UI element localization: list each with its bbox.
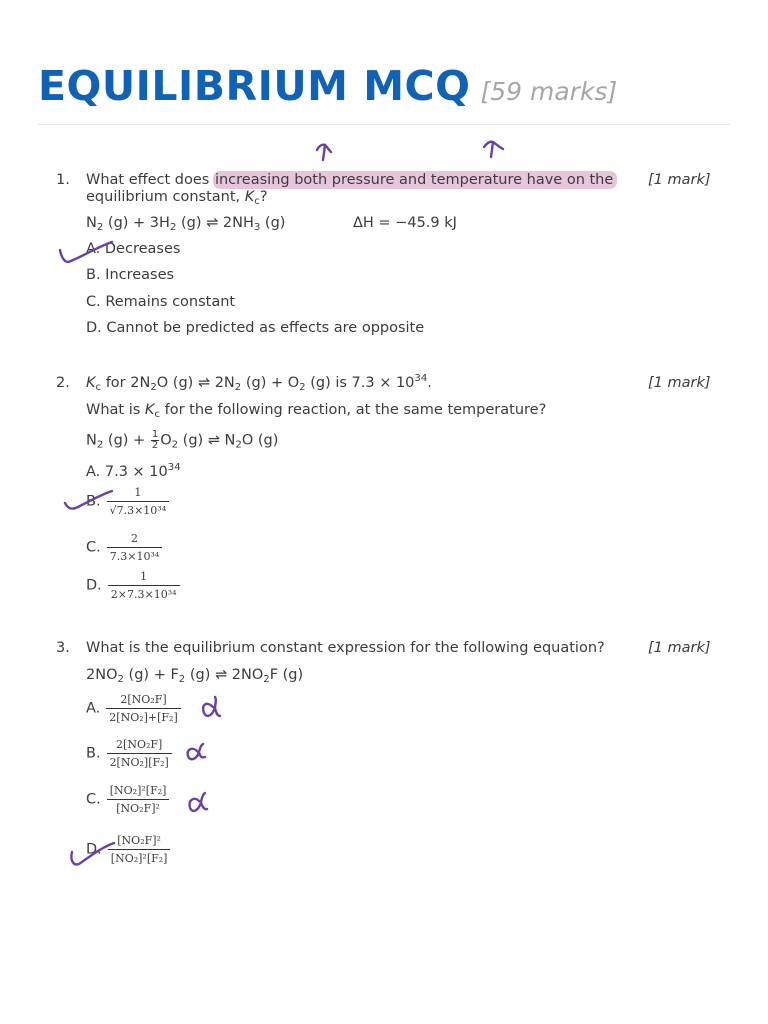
fraction <box>107 532 163 563</box>
option-b[interactable]: B. Increases <box>86 267 175 283</box>
option-c[interactable]: C. Remains constant <box>86 294 236 310</box>
numerator: 1 <box>107 486 170 502</box>
question-number: 3. <box>56 640 70 656</box>
question-text-line1 <box>86 374 432 392</box>
reaction-equation <box>86 666 303 684</box>
option-d[interactable] <box>86 834 170 865</box>
eq-text: (g) + F <box>123 667 179 683</box>
option-label: B. <box>86 493 101 510</box>
k-subscript: c <box>254 196 260 207</box>
option-label: C. <box>86 539 101 556</box>
option-label: C. <box>86 791 101 808</box>
question-marks: [1 mark] <box>648 375 711 391</box>
eq-text: O (g) <box>241 432 279 449</box>
question-mark: ? <box>259 189 268 205</box>
fraction <box>107 738 172 769</box>
eq-text: (g) + 3H <box>103 215 170 231</box>
fraction <box>108 834 171 865</box>
k-symbol: K <box>86 375 96 391</box>
text: What is <box>86 402 145 418</box>
header-divider <box>38 124 730 125</box>
option-c[interactable] <box>86 784 169 815</box>
denominator: [NO₂]²[F₂] <box>110 852 168 865</box>
eq-sub: 2 <box>171 439 179 451</box>
eq-sub: 2 <box>169 222 177 233</box>
denominator: 2 <box>151 440 159 451</box>
numerator: 1 <box>151 429 159 440</box>
numerator: [NO₂F]² <box>108 834 171 850</box>
denominator: √7.3×10³⁴ <box>109 504 167 517</box>
alpha-ink-icon <box>188 744 205 759</box>
eq-sub: 2 <box>235 439 242 451</box>
option-d[interactable]: D. Cannot be predicted as effects are opposite <box>86 320 425 336</box>
option-c[interactable] <box>86 532 162 563</box>
sup: 34 <box>167 462 181 473</box>
k-symbol: K <box>144 402 155 418</box>
eq-sub: 2 <box>96 222 104 233</box>
text: . <box>427 375 432 391</box>
page-title <box>38 62 617 110</box>
text: for the following reaction, at the same temperature? <box>160 402 547 418</box>
eq-text: 2NO <box>86 667 118 683</box>
question-text: What is the equilibrium constant expression for the following equation? <box>86 640 605 656</box>
option-label: A. <box>86 700 101 717</box>
question-text-line2 <box>86 401 546 419</box>
question-text-start: What effect does <box>86 172 210 188</box>
reaction-equation <box>86 214 285 232</box>
fraction <box>106 693 180 724</box>
text: O (g) ⇌ 2N <box>156 375 235 391</box>
text: (g) is 7.3 × 10 <box>305 375 415 391</box>
option-label: D. <box>86 577 102 594</box>
eq-sub: 2 <box>178 674 186 685</box>
eq-text: (g) ⇌ N <box>178 432 236 449</box>
question-marks: [1 mark] <box>648 640 711 656</box>
eq-sub: 2 <box>263 674 270 685</box>
enthalpy-change: ΔH = −45.9 kJ <box>353 215 457 231</box>
arrow-up-ink-icon <box>317 145 331 160</box>
option-b[interactable] <box>86 738 172 769</box>
denominator: 7.3×10³⁴ <box>109 550 160 563</box>
eq-text: N <box>86 215 97 231</box>
sub: 2 <box>234 382 242 393</box>
alpha-ink-icon <box>203 697 220 716</box>
eq-text: N <box>86 432 97 449</box>
sub: 2 <box>299 382 306 393</box>
eq-text: (g) ⇌ 2NH <box>176 215 254 231</box>
sub: 2 <box>150 382 157 393</box>
text: equilibrium constant, <box>86 189 241 205</box>
numerator: 2 <box>107 532 163 548</box>
eq-sub: 2 <box>117 674 124 685</box>
text: (g) + O <box>241 375 300 391</box>
numerator: 1 <box>108 570 180 586</box>
eq-text: (g) + <box>103 432 150 449</box>
arrow-up-ink-icon <box>484 142 503 157</box>
denominator: 2[NO₂]+[F₂] <box>109 711 178 724</box>
fraction <box>107 486 170 517</box>
option-a[interactable] <box>86 463 181 481</box>
total-marks: [59 marks] <box>480 77 618 106</box>
option-b[interactable] <box>86 486 169 517</box>
question-number: 1. <box>56 172 70 188</box>
question-text-line2 <box>86 188 268 206</box>
alpha-ink-icon <box>190 793 207 811</box>
eq-sub: 3 <box>253 222 261 233</box>
numerator: [NO₂]²[F₂] <box>107 784 170 800</box>
option-text: A. 7.3 × 10 <box>86 464 168 480</box>
denominator: 2×7.3×10³⁴ <box>110 588 177 601</box>
k-symbol: K <box>244 189 255 205</box>
question-text-line1 <box>86 171 617 189</box>
text: for 2N <box>101 375 151 391</box>
numerator: 2[NO₂F] <box>107 738 172 754</box>
k-subscript: c <box>154 409 160 420</box>
reaction-equation <box>86 430 278 451</box>
fraction <box>108 570 180 601</box>
eq-text: (g) ⇌ 2NO <box>185 667 264 683</box>
sup: 34 <box>414 373 428 384</box>
option-label: D. <box>86 841 102 858</box>
numerator: 2[NO₂F] <box>106 693 180 709</box>
eq-text: F (g) <box>269 667 304 683</box>
title-text: EQUILIBRIUM MCQ <box>38 62 471 110</box>
denominator: 2[NO₂][F₂] <box>109 756 169 769</box>
eq-text: (g) <box>260 215 286 231</box>
option-label: B. <box>86 745 101 762</box>
question-number: 2. <box>56 375 70 391</box>
question-marks: [1 mark] <box>648 172 711 188</box>
denominator: [NO₂F]² <box>116 802 160 815</box>
option-a[interactable] <box>86 693 181 724</box>
half-fraction <box>151 430 159 451</box>
fraction <box>107 784 170 815</box>
eq-text: O <box>160 432 172 449</box>
option-a[interactable]: A. Decreases <box>86 241 181 257</box>
option-d[interactable] <box>86 570 180 601</box>
k-subscript: c <box>95 382 102 393</box>
eq-sub: 2 <box>96 439 104 451</box>
highlighted-text: increasing both pressure and temperature have on the <box>213 171 617 189</box>
